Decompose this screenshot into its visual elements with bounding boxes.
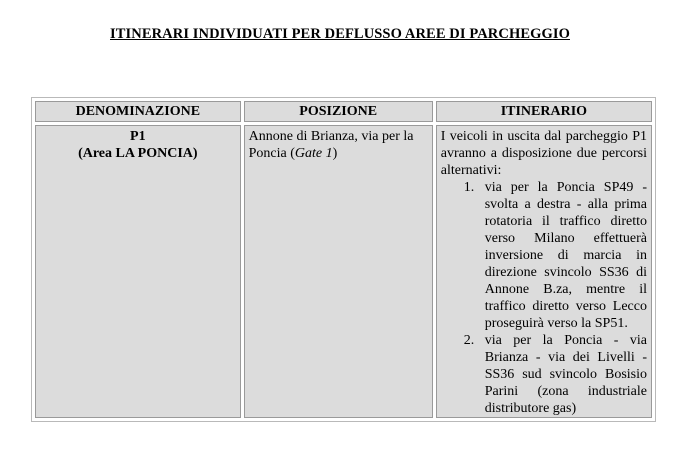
route-text: via per la Poncia SP49 - svolta a destra - alla prima rotatoria il traffico diretto verso Milano effettuerà inversione di marcia in direzione svincolo SS36 di Annone B.za, mentre il traffico diretto verso Lecco proseguirà verso la SP51. — [484, 180, 647, 331]
position-end: ) — [332, 146, 338, 161]
route-number: 1. — [463, 180, 475, 195]
table-header-row — [35, 101, 652, 122]
cell-denominazione — [35, 125, 241, 418]
position-gate: Gate 1 — [294, 146, 333, 161]
itinerary-intro: I veicoli in uscita dal parcheggio P1 avranno a disposizione due percorsi alternativi: — [440, 129, 647, 178]
header-itinerario: ITINERARIO — [436, 101, 652, 122]
itinerary-table — [31, 97, 656, 422]
route-number: 2. — [463, 333, 475, 348]
route-text: via per la Poncia - via Brianza - via dei Livelli - SS36 sud svincolo Bosisio Parini (zona industriale distributore gas) — [484, 333, 647, 416]
route-list — [441, 179, 647, 417]
parking-code: P1 — [130, 129, 146, 144]
header-denominazione: DENOMINAZIONE — [35, 101, 241, 122]
parking-area-name: (Area LA PONCIA) — [78, 146, 198, 161]
table-row — [35, 125, 652, 418]
header-posizione: POSIZIONE — [244, 101, 433, 122]
route-item — [441, 332, 647, 417]
cell-posizione — [244, 125, 433, 418]
position-text: Annone di Brianza, via per la Poncia ( — [248, 129, 414, 161]
cell-itinerario — [436, 125, 652, 418]
document-title: ITINERARI INDIVIDUATI PER DEFLUSSO AREE DI PARCHEGGIO — [110, 26, 570, 42]
route-item — [441, 179, 647, 332]
